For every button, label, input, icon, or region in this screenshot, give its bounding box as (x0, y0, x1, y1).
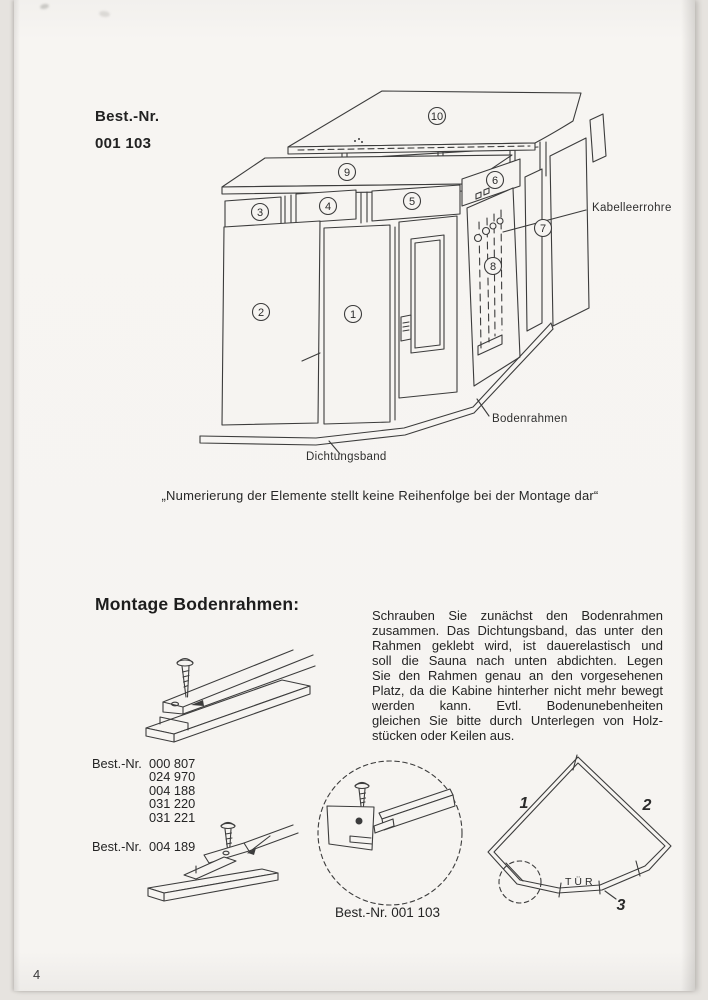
detail-reference-circle (499, 861, 541, 903)
svg-text:10: 10 (430, 110, 444, 123)
order-number-value: 001 103 (95, 135, 152, 152)
parts-list-1-label: Best.-Nr. (92, 756, 142, 771)
wall-panel-2 (222, 221, 320, 425)
instruction-paragraph: Schrauben Sie zunächst den Bodenrahmen zusammen. Das Dichtungsband, das unter den Rahmen geklebt wird, ist dauerelastisch und soll die Sauna nach unten abdichten. Legen Sie den Rahmen genau an den vorgesehenen Platz, da die Kabine hinterher nicht mehr bewegt werden kann. Evtl. Bodenunebenheiten gleichen Sie bitte durch Unterlegen von Holz- stücken oder Keilen aus. (372, 608, 663, 743)
svg-text:3: 3 (616, 897, 626, 914)
corner-panel-7 (525, 169, 542, 331)
sealing-tape-label: Dichtungsband (306, 451, 387, 463)
svg-text:1: 1 (349, 308, 357, 321)
rear-right-panel (590, 114, 606, 162)
floor-plan-edge-numbers (520, 795, 652, 914)
parts-list-2-label: Best.-Nr. (92, 839, 142, 854)
svg-text:8: 8 (489, 260, 497, 273)
svg-text:9: 9 (343, 166, 351, 179)
door-panel (399, 216, 457, 398)
order-number-block (95, 103, 159, 157)
floor-plan-diagram (478, 742, 688, 917)
svg-text:1: 1 (519, 795, 529, 812)
svg-text:6: 6 (491, 174, 499, 187)
svg-text:5: 5 (408, 195, 416, 208)
corner-joint-screw-drawing (140, 813, 310, 921)
diagram-caption: „Numerierung der Elemente stellt keine Reihenfolge bei der Montage dar“ (161, 488, 599, 503)
frame-strip-screw-drawing (140, 633, 320, 758)
sauna-exploded-view-diagram (190, 80, 685, 480)
svg-text:3: 3 (256, 206, 264, 219)
parts-list-2-value: 004 189 (149, 839, 196, 854)
door-label: TÜR (565, 876, 596, 888)
floor-frame-label: Bodenrahmen (492, 413, 568, 425)
svg-text:2: 2 (642, 797, 652, 814)
detail-caption: Best.-Nr. 001 103 (335, 905, 441, 920)
order-number-label: Best.-Nr. (95, 108, 160, 125)
svg-text:4: 4 (324, 200, 332, 213)
svg-text:7: 7 (539, 222, 547, 235)
page-number: 4 (33, 967, 41, 982)
corner-panel-right-rear (550, 138, 589, 326)
cable-conduit-label: Kabelleerrohre (592, 202, 672, 214)
floor-frame-inner (494, 763, 665, 888)
svg-text:2: 2 (257, 306, 265, 319)
section-heading: Montage Bodenrahmen: (95, 594, 300, 614)
wall-panel-1 (324, 225, 390, 424)
joint-detail-circle-drawing (313, 756, 473, 916)
parts-list-1-values: 000 807 024 970 004 188 031 220 031 221 (149, 756, 196, 825)
